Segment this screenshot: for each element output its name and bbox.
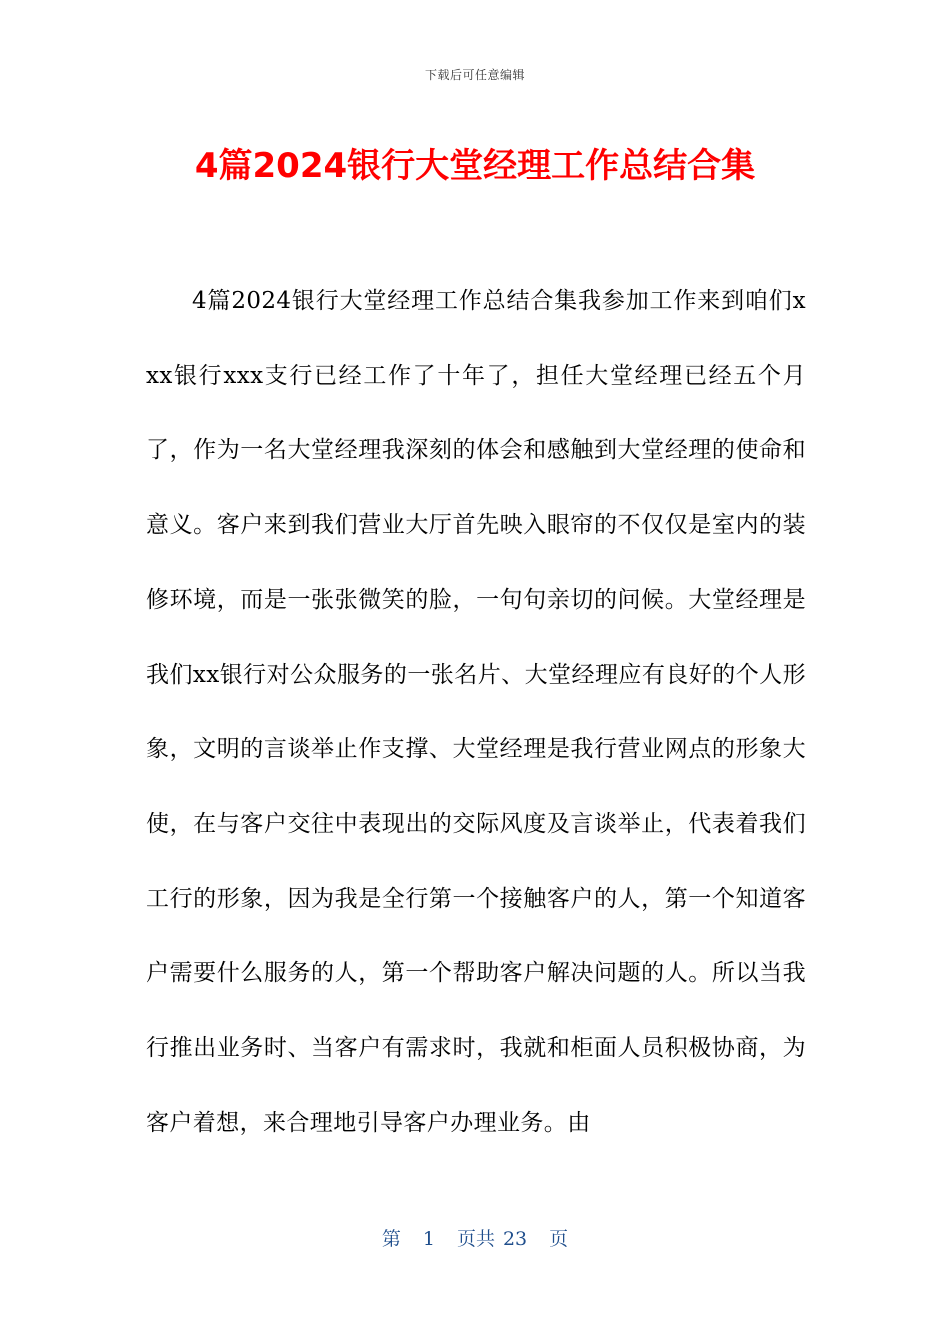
page-header-note: 下载后可任意编辑 <box>424 68 525 82</box>
footer-current-page: 1 <box>422 1228 435 1250</box>
footer-total-pages: 23 <box>502 1228 528 1250</box>
document-title: 4篇2024银行大堂经理工作总结合集 <box>194 146 756 186</box>
footer-suffix: 页 <box>549 1228 569 1250</box>
footer-prefix: 第 <box>381 1228 401 1250</box>
page-footer <box>0 1224 950 1251</box>
document-body-paragraph: 4篇2024银行大堂经理工作总结合集我参加工作来到咱们xxx银行xxx支行已经工作了十年了，担任大堂经理已经五个月了，作为一名大堂经理我深刻的体会和感触到大堂经理的使命和意义。客户来到我们营业大厅首先映入眼帘的不仅仅是室内的装修环境，而是一张张微笑的脸，一句句亲切的问候。大堂经理是我们xx银行对公众服务的一张名片、大堂经理应有良好的个人形象，文明的言谈举止作支撑、大堂经理是我行营业网点的形象大使，在与客户交往中表现出的交际风度及言谈举止，代表着我们工行的形象，因为我是全行第一个接触客户的人，第一个知道客户需要什么服务的人，第一个帮助客户解决问题的人。所以当我行推出业务时、当客户有需求时，我就和柜面人员积极协商，为客户着想，来合理地引导客户办理业务。由 <box>146 288 806 1136</box>
footer-middle: 页共 <box>456 1228 495 1250</box>
